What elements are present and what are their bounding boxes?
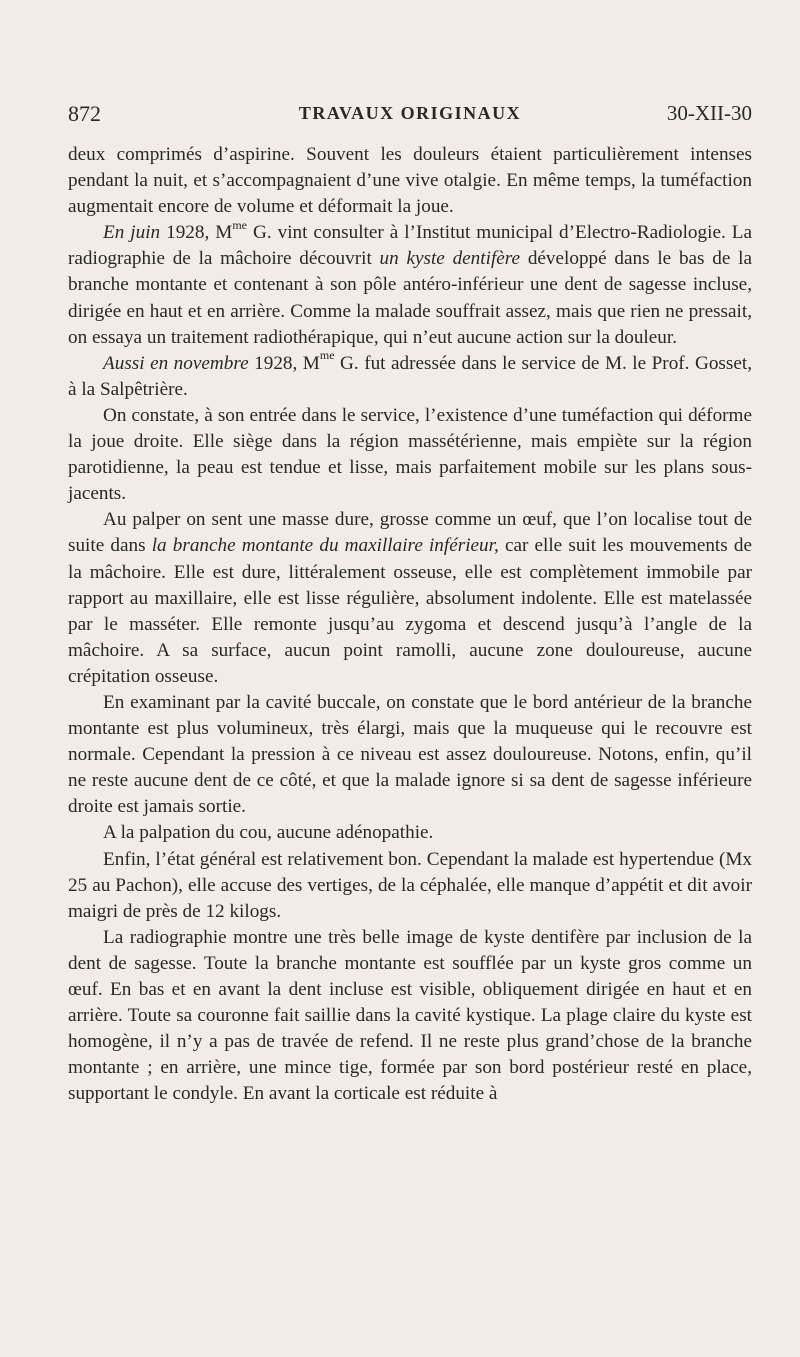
paragraph-1: deux comprimés d’aspirine. Souvent les douleurs étaient particulièrement intenses pendant la nuit, et s’accompagnaient d’une vive otalgie. En même temps, la tuméfaction augmentait encore de volume et déformait la joue. xyxy=(68,144,752,218)
page-header xyxy=(68,101,752,129)
paragraph-3: Aussi en novembre 1928, $M^{me}$ G. fut adressée dans le service de M. le Prof. Gosset, à la Salpêtrière. xyxy=(68,348,753,400)
issue-date: 30-XII-30 xyxy=(666,101,752,125)
running-title: TRAVAUX ORIGINAUX xyxy=(298,103,522,123)
paragraph-7: A la palpation du cou, aucune adénopathie. xyxy=(103,822,434,844)
article-body xyxy=(68,142,752,1107)
paragraph-9: La radiographie montre une très belle image de kyste dentifère par inclusion de la dent de sagesse. Toute la branche montante est soufflée par un kyste gros comme un œuf. En bas et en avant la dent incluse est visible, obliquement dirigée en haut et en arrière. Toute sa couronne fait saillie dans la cavité kystique. La plage claire du kyste est homogène, il n’y a pas de travée de refend. Il ne reste plus grand’chose de la branche montante ; en arrière, une mince tige, formée par son bord postérieur resté en place, supportant le condyle. En avant la corticale est réduite à xyxy=(68,926,752,1105)
paragraph-5: Au palper on sent une masse dure, grosse comme un œuf, que l’on localise tout de suite dans la branche montante du maxillaire inférieur, car elle suit les mouvements de la mâchoire. Elle est dure, littéralement osseuse, elle est complètement immobile par rapport au maxillaire, elle est lisse régulière, absolument indolente. Elle est matelassée par le masséter. Elle remonte jusqu’au zygoma et descend jusqu’à l’angle de la mâchoire. A sa surface, aucun point ramolli, aucune zone douloureuse, aucune crépitation osseuse. xyxy=(68,509,752,687)
date-phrase: Aussi en novembre xyxy=(103,352,249,374)
diagnosis-phrase: un kyste dentifère xyxy=(379,248,521,270)
paragraph-6: En examinant par la cavité buccale, on constate que le bord antérieur de la branche montante est plus volumineux, très élargi, mais que la muqueuse qui le recouvre est normale. Cependant la pression à ce niveau est assez douloureuse. Notons, enfin, qu’il ne reste aucune dent de ce côté, et que la malade ignore si sa dent de sagesse inférieure droite est jamais sortie. xyxy=(68,691,752,818)
paragraph-8: Enfin, l’état général est relativement bon. Cependant la malade est hypertendue (Mx 25 au Pachon), elle accuse des vertiges, de la céphalée, elle manque d’appétit et dit avoir maigri de près de 12 kilogs. xyxy=(68,848,752,922)
paragraph-4: On constate, à son entrée dans le service, l’existence d’une tuméfaction qui déforme la joue droite. Elle siège dans la région massétérienne, mais empiète sur la région parotidienne, la peau est tendue et lisse, mais parfaitement mobile sur les plans sous-jacents. xyxy=(68,404,752,505)
page-number: 872 xyxy=(68,101,101,126)
date-phrase: En juin xyxy=(103,222,161,244)
paragraph-2: En juin 1928, $M^{me}$ G. vint consulter à l’Institut municipal d’Electro-Radiologie. La radiographie de la mâchoire découvrit un kyste dentifère développé dans le bas de la branche montante et contenant à son pôle antéro-inférieur une dent de sagesse incluse, dirigée en haut et en arrière. Comme la malade souffrait assez, mais que rien ne pressait, on essaya un traitement radiothérapique, qui n’eut aucune action sur la douleur. xyxy=(68,217,752,348)
location-phrase: la branche montante du maxillaire inférieur, xyxy=(151,535,499,557)
